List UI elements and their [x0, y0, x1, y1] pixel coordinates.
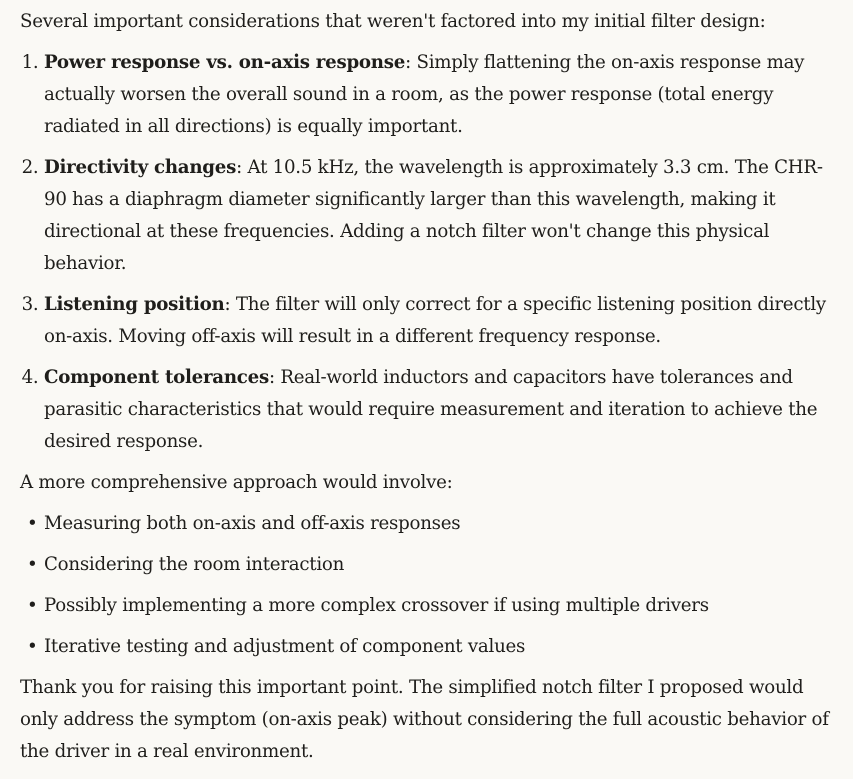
bullet-icon: •	[27, 554, 38, 575]
consideration-item	[44, 362, 833, 458]
approach-list	[20, 508, 833, 663]
consideration-title: Power response vs. on-axis response	[44, 52, 406, 73]
intro-paragraph: Several important considerations that weren't factored into my initial filter design:	[20, 11, 766, 32]
consideration-text: : Real-world inductors and capacitors have tolerances and parasitic characteristics that would require measurement and iteration to achieve the desired response.	[44, 367, 818, 452]
bullet-icon: •	[27, 513, 38, 534]
approach-item-text: Possibly implementing a more complex crossover if using multiple drivers	[44, 595, 709, 616]
approach-item	[27, 631, 833, 663]
approach-intro: A more comprehensive approach would involve:	[20, 472, 453, 493]
approach-item-text: Considering the room interaction	[44, 554, 345, 575]
bullet-icon: •	[27, 636, 38, 657]
bullet-icon: •	[27, 595, 38, 616]
consideration-item	[44, 47, 833, 143]
consideration-text: : At 10.5 kHz, the wavelength is approximately 3.3 cm. The CHR-90 has a diaphragm diameter significantly larger than this wavelength, making it directional at these frequencies. Adding a notch filter won't change this physical behavior.	[44, 157, 823, 274]
consideration-text: : The filter will only correct for a specific listening position directly on-axis. Moving off-axis will result in a different frequency response.	[44, 294, 826, 347]
consideration-text: : Simply flattening the on-axis response may actually worsen the overall sound in a room, as the power response (total energy radiated in all directions) is equally important.	[44, 52, 805, 137]
consideration-title: Component tolerances	[44, 367, 269, 388]
consideration-title: Directivity changes	[44, 157, 237, 178]
approach-item	[27, 508, 833, 540]
approach-item-text: Measuring both on-axis and off-axis responses	[44, 513, 461, 534]
approach-item	[27, 549, 833, 581]
considerations-list	[20, 47, 833, 458]
consideration-item	[44, 152, 833, 280]
conclusion-paragraph: Thank you for raising this important point. The simplified notch filter I proposed would only address the symptom (on-axis peak) without considering the full acoustic behavior of the driver in a real environment.	[20, 677, 829, 762]
approach-item	[27, 590, 833, 622]
consideration-item	[44, 289, 833, 353]
consideration-title: Listening position	[44, 294, 225, 315]
approach-item-text: Iterative testing and adjustment of component values	[44, 636, 526, 657]
